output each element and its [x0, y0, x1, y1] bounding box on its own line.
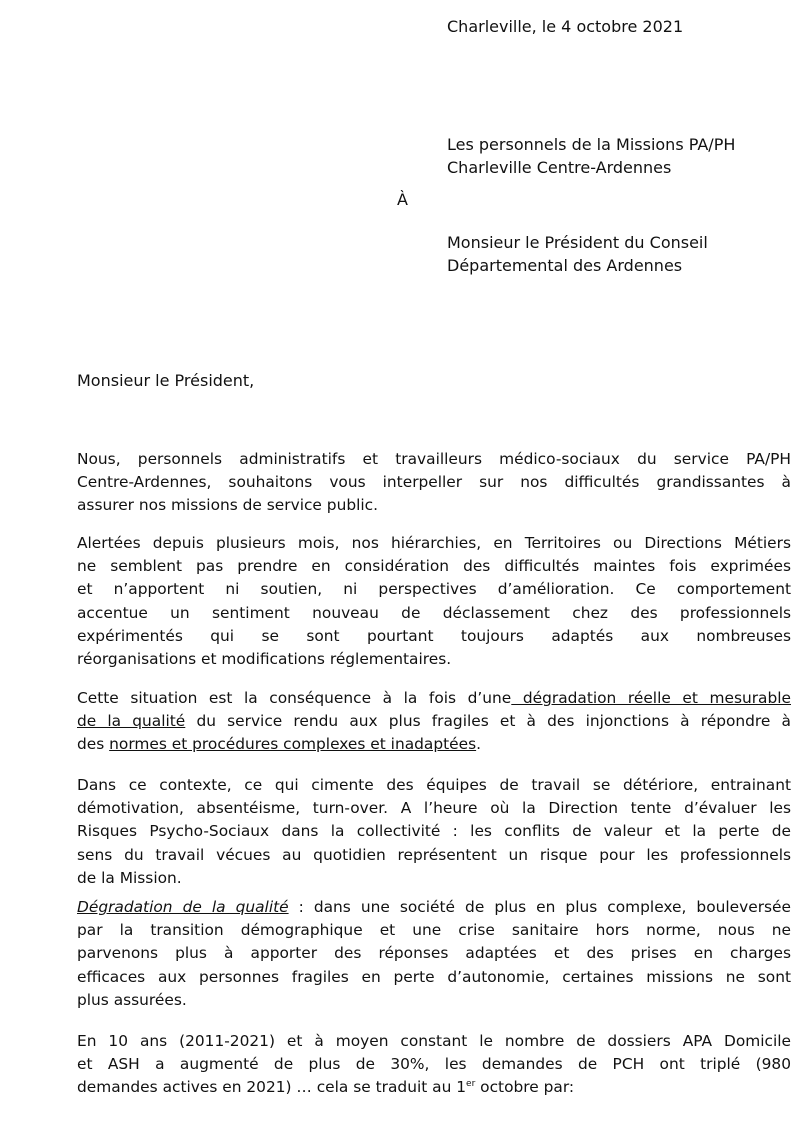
paragraph-context [77, 774, 791, 890]
text-line: Risques Psycho-Sociaux dans la collectivité : les conflits de valeur et la perte de [77, 822, 791, 841]
paragraph-quality [77, 896, 791, 1012]
text-span: du service rendu aux plus fragiles et à des injonctions à répondre à [185, 712, 791, 731]
text-line [77, 896, 791, 919]
underlined-text: de la qualité [77, 712, 186, 731]
text-line: démotivation, absentéisme, turn-over. A l’heure où la Direction tente d’évaluer les [77, 799, 791, 818]
recipient-line-1: Monsieur le Président du Conseil [447, 233, 708, 252]
text-span: : dans une société de plus en plus complexe, bouleversée [288, 898, 791, 916]
text-line [77, 710, 791, 733]
sender-line-1: Les personnels de la Missions PA/PH [447, 135, 736, 154]
superscript: er [466, 1079, 476, 1090]
text-line: de la Mission. [77, 868, 182, 887]
paragraph-situation [77, 687, 791, 757]
text-line: parvenons plus à apporter des réponses adaptées et des prises en charges [77, 944, 791, 963]
underlined-text: normes et procédures complexes et inadaptées [109, 735, 477, 754]
place-date: Charleville, le 4 octobre 2021 [447, 17, 684, 36]
salutation: Monsieur le Président, [77, 371, 255, 390]
text-line: efficaces aux personnes fragiles en perte d’autonomie, certaines missions ne sont [77, 967, 791, 986]
to-marker: À [397, 190, 408, 209]
text-line: Dans ce contexte, ce qui cimente des équipes de travail se détériore, entrainant [77, 776, 791, 794]
text-span: Cette situation est la conséquence à la fois d’une [77, 689, 512, 707]
text-line [77, 733, 791, 756]
text-line: Nous, personnels administratifs et travailleurs médico-sociaux du service PA/PH [77, 450, 791, 468]
text-line: et ASH a augmenté de plus de 30%, les demandes de PCH ont triplé (980 [77, 1055, 791, 1074]
text-line: accentue un sentiment nouveau de déclassement chez des professionnels [77, 603, 791, 622]
text-span: . [476, 735, 482, 754]
text-line: Alertées depuis plusieurs mois, nos hiérarchies, en Territoires ou Directions Métiers [77, 534, 791, 552]
text-line: sens du travail vécues au quotidien représentent un risque pour les professionnels [77, 845, 791, 864]
sender-line-2: Charleville Centre-Ardennes [447, 158, 672, 177]
text-line: assurer nos missions de service public. [77, 496, 378, 515]
text-line: expérimentés qui se sont pourtant toujours adaptés aux nombreuses [77, 626, 791, 645]
recipient-block [447, 231, 708, 277]
text-line [77, 1076, 791, 1099]
text-span: demandes actives en 2021) … cela se traduit au 1 [77, 1078, 467, 1097]
paragraph-figures [77, 1030, 791, 1100]
text-line: Centre-Ardennes, souhaitons vous interpeller sur nos difficultés grandissantes à [77, 473, 791, 492]
text-line: En 10 ans (2011-2021) et à moyen constant le nombre de dossiers APA Domicile [77, 1032, 791, 1050]
underlined-text: dégradation réelle et mesurable [511, 689, 791, 707]
text-line: et n’apportent ni soutien, ni perspectives d’amélioration. Ce comportement [77, 580, 791, 599]
text-line [77, 687, 791, 710]
section-heading: Dégradation de la qualité [77, 898, 289, 916]
text-line: ne semblent pas prendre en considération des difficultés maintes fois exprimées [77, 557, 791, 576]
text-line: réorganisations et modifications réglementaires. [77, 650, 452, 669]
sender-block [447, 133, 735, 179]
text-span: des [77, 735, 110, 754]
paragraph-hierarchy [77, 532, 791, 671]
recipient-line-2: Départemental des Ardennes [447, 256, 683, 275]
text-span: octobre par: [475, 1078, 575, 1097]
text-line: par la transition démographique et une crise sanitaire hors norme, nous ne [77, 921, 791, 940]
paragraph-intro [77, 448, 791, 518]
text-line: plus assurées. [77, 990, 187, 1009]
